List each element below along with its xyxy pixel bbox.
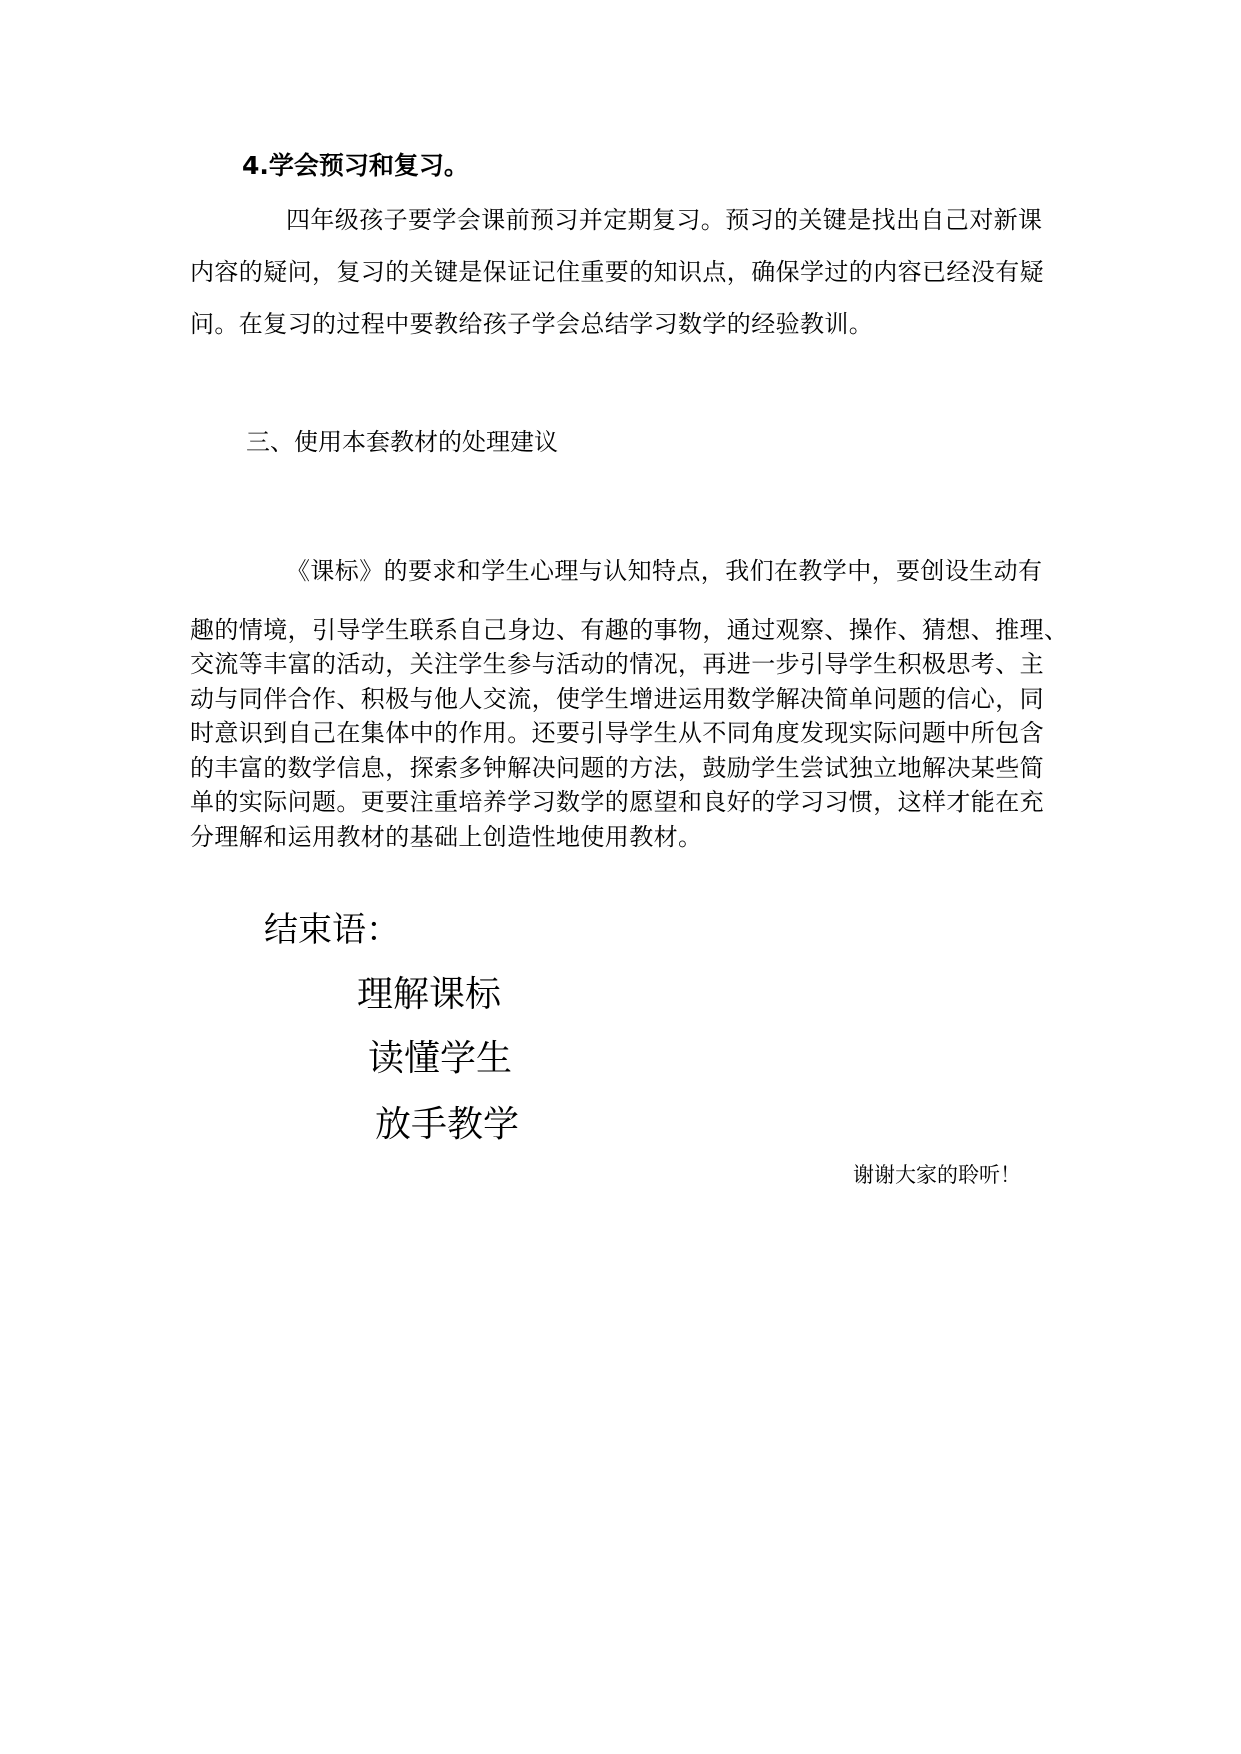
paragraph-line: 四年级孩子要学会课前预习并定期复习。预习的关键是找出自己对新课 bbox=[286, 206, 1043, 234]
section-heading-preview-review: 4.学会预习和复习。 bbox=[242, 151, 469, 180]
motto-line: 读懂学生 bbox=[368, 1038, 513, 1079]
paragraph-line: 趣的情境，引导学生联系自己身边、有趣的事物，通过观察、操作、猜想、推理、 bbox=[190, 615, 1069, 644]
paragraph-textbook-suggestions bbox=[190, 554, 1069, 854]
paragraph-line: 问。在复习的过程中要教给孩子学会总结学习数学的经验教训。 bbox=[190, 310, 874, 338]
motto-line: 放手教学 bbox=[375, 1104, 520, 1145]
closing-title: 结束语： bbox=[264, 910, 400, 950]
paragraph-line: 分理解和运用教材的基础上创造性地使用教材。 bbox=[190, 822, 703, 851]
paragraph-line: 《课标》的要求和学生心理与认知特点，我们在教学中，要创设生动有 bbox=[286, 557, 1043, 585]
paragraph-line: 内容的疑问，复习的关键是保证记住重要的知识点，确保学过的内容已经没有疑 bbox=[190, 258, 1044, 286]
section-title-textbook-suggestions: 三、使用本套教材的处理建议 bbox=[246, 428, 558, 456]
motto-line: 理解课标 bbox=[357, 974, 502, 1015]
paragraph-line: 单的实际问题。更要注重培养学习数学的愿望和良好的学习习惯，这样才能在充 bbox=[190, 788, 1044, 816]
paragraph-line: 时意识到自己在集体中的作用。还要引导学生从不同角度发现实际问题中所包含 bbox=[190, 719, 1044, 747]
paragraph-line: 交流等丰富的活动，关注学生参与活动的情况，再进一步引导学生积极思考、主 bbox=[190, 650, 1044, 678]
paragraph-line: 动与同伴合作、积极与他人交流，使学生增进运用数学解决简单问题的信心，同 bbox=[190, 684, 1044, 713]
paragraph-preview-review bbox=[190, 194, 1056, 350]
paragraph-line: 的丰富的数学信息，探索多钟解决问题的方法，鼓励学生尝试独立地解决某些简 bbox=[190, 753, 1044, 782]
thanks-text: 谢谢大家的聆听！ bbox=[853, 1163, 1021, 1187]
